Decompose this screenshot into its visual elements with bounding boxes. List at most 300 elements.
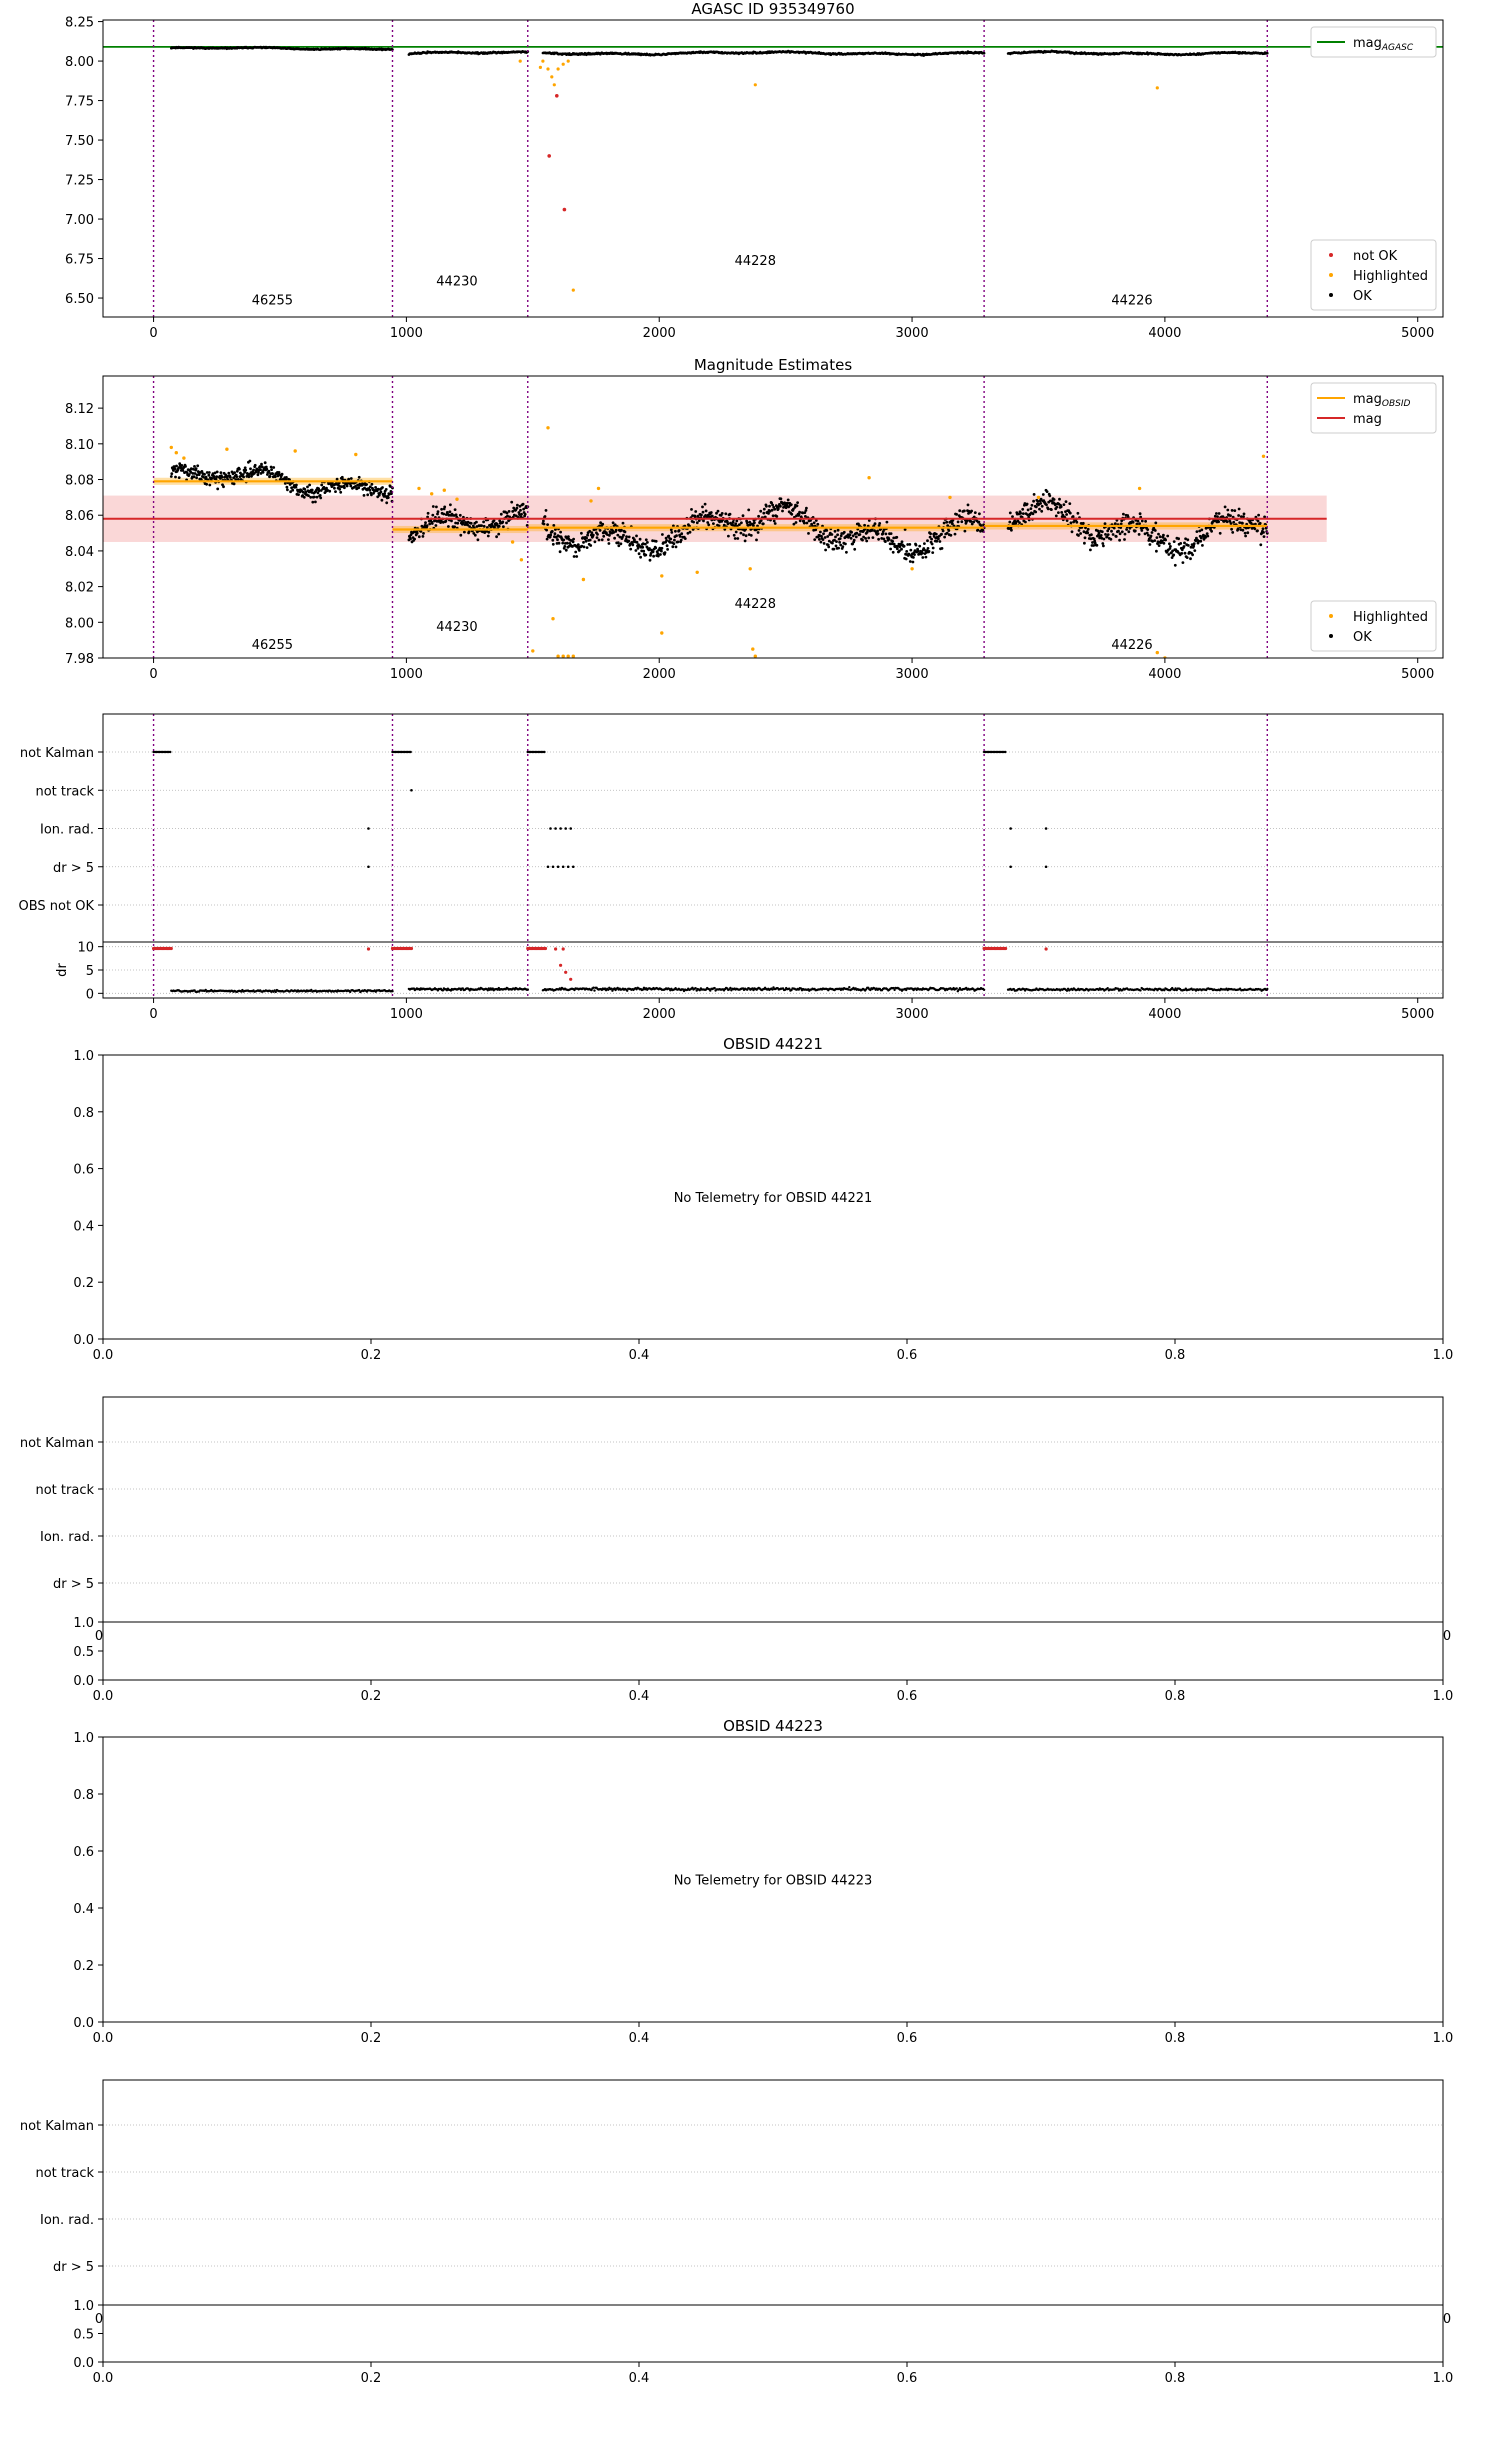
ok-point (235, 475, 238, 478)
ok-point (261, 465, 264, 468)
dr-axis-label: dr (55, 963, 70, 977)
ok-point (551, 530, 554, 533)
flag-point (1009, 827, 1012, 830)
ok-point (680, 532, 683, 535)
ok-point (768, 505, 771, 508)
ok-point (428, 523, 431, 526)
x-tick-label: 0 (94, 1629, 104, 1644)
ok-point (1060, 511, 1063, 514)
ok-point (1144, 520, 1147, 523)
flags-axes-frame (103, 714, 1443, 942)
category-label: not track (35, 1483, 94, 1498)
ok-point (661, 547, 664, 550)
highlighted-point (572, 655, 575, 658)
ok-point (195, 476, 198, 479)
ok-point (773, 508, 776, 511)
ok-point (385, 501, 388, 504)
legend-label-subscript: OBSID (1381, 399, 1411, 409)
ok-point (1032, 512, 1035, 515)
ok-point (328, 490, 331, 493)
legend-label: OK (1353, 630, 1372, 645)
ok-point (1138, 522, 1141, 525)
flags-axes-frame (103, 2080, 1443, 2305)
ok-point (470, 522, 473, 525)
ok-point (806, 522, 809, 525)
ok-point (729, 513, 732, 516)
ok-point (923, 542, 926, 545)
panel-flags (19, 714, 1444, 1022)
ok-point (336, 478, 339, 481)
ok-point (545, 509, 548, 512)
ok-point (1113, 527, 1116, 530)
ok-point (1038, 508, 1041, 511)
panel-p6-no-telemetry (73, 1717, 1453, 2046)
ok-point (598, 539, 601, 542)
y-tick-label: 0.8 (73, 1788, 94, 1803)
legend-label: mag$_{AGASC}$ (1353, 36, 1414, 53)
ok-point (753, 521, 756, 524)
ok-point (765, 505, 768, 508)
ok-point (1018, 521, 1021, 524)
ok-point (1162, 534, 1165, 537)
ok-point (427, 512, 430, 515)
ok-point (837, 547, 840, 550)
legend-label: not OK (1353, 249, 1398, 264)
y-tick-label: 0.5 (73, 2327, 94, 2343)
ok-point (839, 537, 842, 540)
ok-point (684, 537, 687, 540)
ok-point (1263, 535, 1266, 538)
ok-point (1231, 509, 1234, 512)
legend-dot-swatch (1329, 253, 1333, 257)
ok-point (929, 532, 932, 535)
obsid-label: 44228 (734, 253, 776, 269)
ok-point (1215, 512, 1218, 515)
ok-point (940, 533, 943, 536)
ok-point (440, 508, 443, 511)
ok-point (350, 477, 353, 480)
ok-point (740, 532, 743, 535)
y-tick-label: 0.5 (73, 1645, 94, 1660)
x-tick-label: 5000 (1401, 667, 1435, 682)
ok-point (572, 541, 575, 544)
ok-point (639, 538, 642, 541)
category-label: not Kalman (19, 1436, 94, 1451)
ok-point (599, 529, 602, 532)
x-tick-label: 3000 (895, 1007, 929, 1022)
x-tick-label: 0.6 (896, 1689, 918, 1704)
ok-point (1244, 532, 1247, 535)
ok-point (482, 521, 485, 524)
ok-point (1193, 542, 1196, 545)
ok-point (585, 540, 588, 543)
ok-point (1053, 498, 1056, 501)
ok-point (622, 534, 625, 537)
ok-point (742, 533, 745, 536)
obsid-label: 46255 (251, 293, 294, 309)
panel-magnitude-estimates (65, 356, 1443, 682)
ok-point (556, 538, 559, 541)
ok-point (1101, 530, 1104, 533)
ok-point (207, 474, 210, 477)
ok-point (1219, 532, 1222, 535)
ok-point (216, 471, 219, 474)
ok-point (941, 547, 944, 550)
x-tick-label: 0.6 (896, 2371, 918, 2386)
ok-point (755, 539, 758, 542)
x-tick-label: 1000 (389, 667, 423, 682)
ok-point (1057, 511, 1060, 514)
ok-point (787, 499, 790, 502)
y-tick-label: 0.4 (73, 1902, 94, 1917)
ok-point (928, 550, 931, 553)
ok-point (1242, 529, 1245, 532)
ok-point (1182, 561, 1185, 564)
ok-point (673, 542, 676, 545)
ok-point (930, 538, 933, 541)
x-tick-label: 0.4 (628, 1689, 650, 1704)
ok-point (675, 546, 678, 549)
ok-point (381, 499, 384, 502)
highlighted-point (910, 567, 913, 570)
y-tick-label: 0 (85, 987, 94, 1003)
dr-ok-point (592, 987, 594, 989)
ok-point (1139, 512, 1142, 515)
x-tick-label: 0.8 (1164, 1689, 1186, 1704)
ok-point (596, 536, 599, 539)
ok-point (1259, 543, 1262, 546)
panel-p5-empty-flags (20, 1397, 1454, 1704)
ok-point (1253, 527, 1256, 530)
ok-point (1125, 528, 1128, 531)
flag-point (569, 827, 572, 830)
ok-point (1033, 493, 1036, 496)
ok-point (671, 545, 674, 548)
ok-point (926, 539, 929, 542)
ok-point (308, 484, 311, 487)
ok-point (264, 461, 267, 464)
legend-label: mag$_{OBSID}$ (1353, 392, 1411, 409)
ok-point (696, 521, 699, 524)
ok-point (1068, 502, 1071, 505)
flag-point (559, 827, 562, 830)
ok-point (1114, 522, 1117, 525)
ok-point (912, 556, 915, 559)
ok-point (877, 532, 880, 535)
highlighted-point (551, 617, 554, 620)
ok-point (622, 522, 625, 525)
ok-point (1124, 533, 1127, 536)
ok-point (601, 523, 604, 526)
ok-point (963, 510, 966, 513)
legend (1311, 601, 1436, 651)
ok-point (487, 531, 490, 534)
legend-label: mag (1353, 412, 1382, 427)
x-tick-label: 2000 (642, 326, 676, 341)
ok-point (1127, 530, 1130, 533)
ok-point (1174, 564, 1177, 567)
ok-point (950, 534, 953, 537)
dr-ok-point (983, 989, 985, 991)
y-tick-label: 8.00 (65, 55, 94, 71)
ok-point (652, 550, 655, 553)
ok-point (831, 542, 834, 545)
ok-point (1010, 529, 1013, 532)
ok-point (790, 503, 793, 506)
ok-point (475, 521, 478, 524)
ok-point (311, 501, 314, 504)
ok-point (602, 535, 605, 538)
obsid-label: 44228 (734, 597, 776, 613)
ok-point (849, 534, 852, 537)
highlighted-point (562, 655, 565, 658)
x-tick-label: 0.4 (628, 2031, 650, 2046)
ok-point (436, 513, 439, 516)
ok-point (864, 537, 867, 540)
dr-flag-point (562, 947, 565, 950)
ok-point (1022, 512, 1025, 515)
ok-point (1217, 520, 1220, 523)
ok-point (546, 523, 549, 526)
chart-title: Magnitude Estimates (693, 356, 853, 374)
ok-point (459, 514, 462, 517)
ok-point (449, 510, 452, 513)
ok-point (562, 539, 565, 542)
ok-point (1117, 530, 1120, 533)
ok-point (1226, 509, 1229, 512)
highlighted-point (557, 67, 560, 70)
ok-point (983, 52, 986, 55)
highlighted-point (430, 492, 433, 495)
ok-point (750, 534, 753, 537)
ok-point (265, 468, 268, 471)
ok-point (635, 549, 638, 552)
ok-point (925, 556, 928, 559)
ok-point (1140, 529, 1143, 532)
ok-point (516, 504, 519, 507)
chart-title: AGASC ID 935349760 (691, 0, 855, 18)
highlighted-point (589, 499, 592, 502)
ok-point (1063, 503, 1066, 506)
ok-point (635, 535, 638, 538)
ok-point (835, 540, 838, 543)
flag-point (169, 751, 171, 753)
ok-point (1102, 545, 1105, 548)
ok-point (1259, 522, 1262, 525)
dr-flag-point (1045, 947, 1048, 950)
ok-point (380, 491, 383, 494)
ok-point (727, 522, 730, 525)
ok-point (964, 530, 967, 533)
ok-point (1121, 530, 1124, 533)
ok-point (757, 515, 760, 518)
ok-point (837, 529, 840, 532)
ok-point (1077, 512, 1080, 515)
ok-point (763, 508, 766, 511)
legend-label: Highlighted (1353, 269, 1428, 284)
ok-point (222, 485, 225, 488)
highlighted-point (562, 63, 565, 66)
ok-point (422, 532, 425, 535)
ok-point (1153, 539, 1156, 542)
ok-point (1187, 544, 1190, 547)
ok-point (803, 522, 806, 525)
not-ok-point (547, 154, 551, 158)
ok-point (905, 550, 908, 553)
ok-point (497, 533, 500, 536)
ok-point (1159, 535, 1162, 538)
flag-point (409, 751, 411, 753)
y-tick-label: 0.0 (73, 1333, 94, 1348)
ok-point (1183, 542, 1186, 545)
highlighted-point (294, 449, 297, 452)
ok-point (666, 548, 669, 551)
ok-point (1141, 520, 1144, 523)
ok-point (545, 529, 548, 532)
ok-point (221, 476, 224, 479)
ok-point (876, 530, 879, 533)
category-label: not track (35, 784, 94, 800)
ok-point (1077, 534, 1080, 537)
ok-point (607, 538, 610, 541)
ok-point (945, 521, 948, 524)
ok-point (613, 537, 616, 540)
ok-point (958, 509, 961, 512)
highlighted-point (546, 426, 549, 429)
legend-dot-swatch (1329, 614, 1333, 618)
ok-point (652, 555, 655, 558)
ok-point (744, 540, 747, 543)
ok-point (334, 490, 337, 493)
y-tick-label: 5 (85, 964, 94, 979)
ok-point (884, 540, 887, 543)
ok-point (1150, 535, 1153, 538)
y-tick-label: 0.4 (73, 1219, 94, 1235)
ok-point (628, 536, 631, 539)
category-label: not Kalman (19, 2119, 94, 2134)
ok-point (840, 534, 843, 537)
no-telemetry-message: No Telemetry for OBSID 44221 (673, 1191, 873, 1206)
ok-point (501, 521, 504, 524)
ok-point (790, 513, 793, 516)
ok-point (1035, 506, 1038, 509)
ok-point (549, 534, 552, 537)
ok-point (1237, 514, 1240, 517)
ok-point (833, 548, 836, 551)
ok-point (978, 512, 981, 515)
dr-flag-point (564, 971, 567, 974)
y-tick-label: 6.75 (65, 252, 94, 268)
x-tick-label: 0.4 (628, 2371, 650, 2386)
ok-point (1107, 527, 1110, 530)
ok-point (1230, 528, 1233, 531)
x-tick-label: 0.8 (1164, 2371, 1186, 2386)
ok-point (589, 539, 592, 542)
highlighted-point (1156, 86, 1159, 89)
highlighted-point (541, 60, 544, 63)
ok-point (777, 507, 780, 510)
ok-point (813, 538, 816, 541)
highlighted-point (443, 489, 446, 492)
dr-ok-point (956, 987, 958, 989)
ok-point (620, 529, 623, 532)
ok-point (865, 540, 868, 543)
y-tick-label: 7.50 (65, 134, 94, 150)
ok-point (704, 503, 707, 506)
ok-point (912, 561, 915, 564)
ok-point (320, 484, 323, 487)
ok-point (502, 525, 505, 528)
ok-point (270, 466, 273, 469)
ok-point (487, 535, 490, 538)
ok-point (1119, 532, 1122, 535)
ok-point (1155, 550, 1158, 553)
highlighted-point (948, 496, 951, 499)
ok-point (313, 496, 316, 499)
ok-point (702, 520, 705, 523)
highlighted-point (531, 649, 534, 652)
ok-point (1011, 515, 1014, 518)
ok-point (674, 530, 677, 533)
ok-point (1184, 552, 1187, 555)
x-tick-label: 0 (1442, 2312, 1452, 2327)
ok-point (558, 542, 561, 545)
ok-point (520, 513, 523, 516)
ok-point (349, 485, 352, 488)
ok-point (955, 513, 958, 516)
ok-point (554, 532, 557, 535)
highlighted-point (660, 631, 663, 634)
ok-point (1041, 505, 1044, 508)
legend (1311, 383, 1436, 433)
y-tick-label: 7.98 (65, 652, 94, 667)
highlighted-point (567, 655, 570, 658)
ok-point (1122, 513, 1125, 516)
ok-point (724, 512, 727, 515)
y-tick-label: 8.02 (65, 580, 94, 596)
ok-point (772, 514, 775, 517)
flag-point (547, 865, 550, 868)
ok-point (257, 473, 260, 476)
ok-point (1256, 529, 1259, 532)
ok-point (824, 536, 827, 539)
ok-point (594, 540, 597, 543)
ok-point (890, 532, 893, 535)
ok-point (291, 489, 294, 492)
ok-point (831, 533, 834, 536)
x-tick-label: 4000 (1148, 326, 1182, 341)
ok-point (608, 542, 611, 545)
ok-point (957, 521, 960, 524)
ok-point (1232, 521, 1235, 524)
ok-point (798, 511, 801, 514)
dr-ok-point (593, 989, 595, 991)
ok-point (947, 529, 950, 532)
flag-point (1045, 865, 1048, 868)
highlighted-point (749, 567, 752, 570)
y-tick-label: 0.8 (73, 1105, 94, 1121)
ok-point (661, 533, 664, 536)
x-tick-label: 1000 (389, 1007, 423, 1022)
ok-point (1154, 529, 1157, 532)
ok-point (1045, 503, 1048, 506)
x-tick-label: 1.0 (1432, 2031, 1454, 2046)
legend-dot-swatch (1329, 293, 1333, 297)
x-tick-label: 1.0 (1432, 1348, 1454, 1363)
ok-point (886, 521, 889, 524)
ok-point (1230, 522, 1233, 525)
highlighted-point (417, 487, 420, 490)
